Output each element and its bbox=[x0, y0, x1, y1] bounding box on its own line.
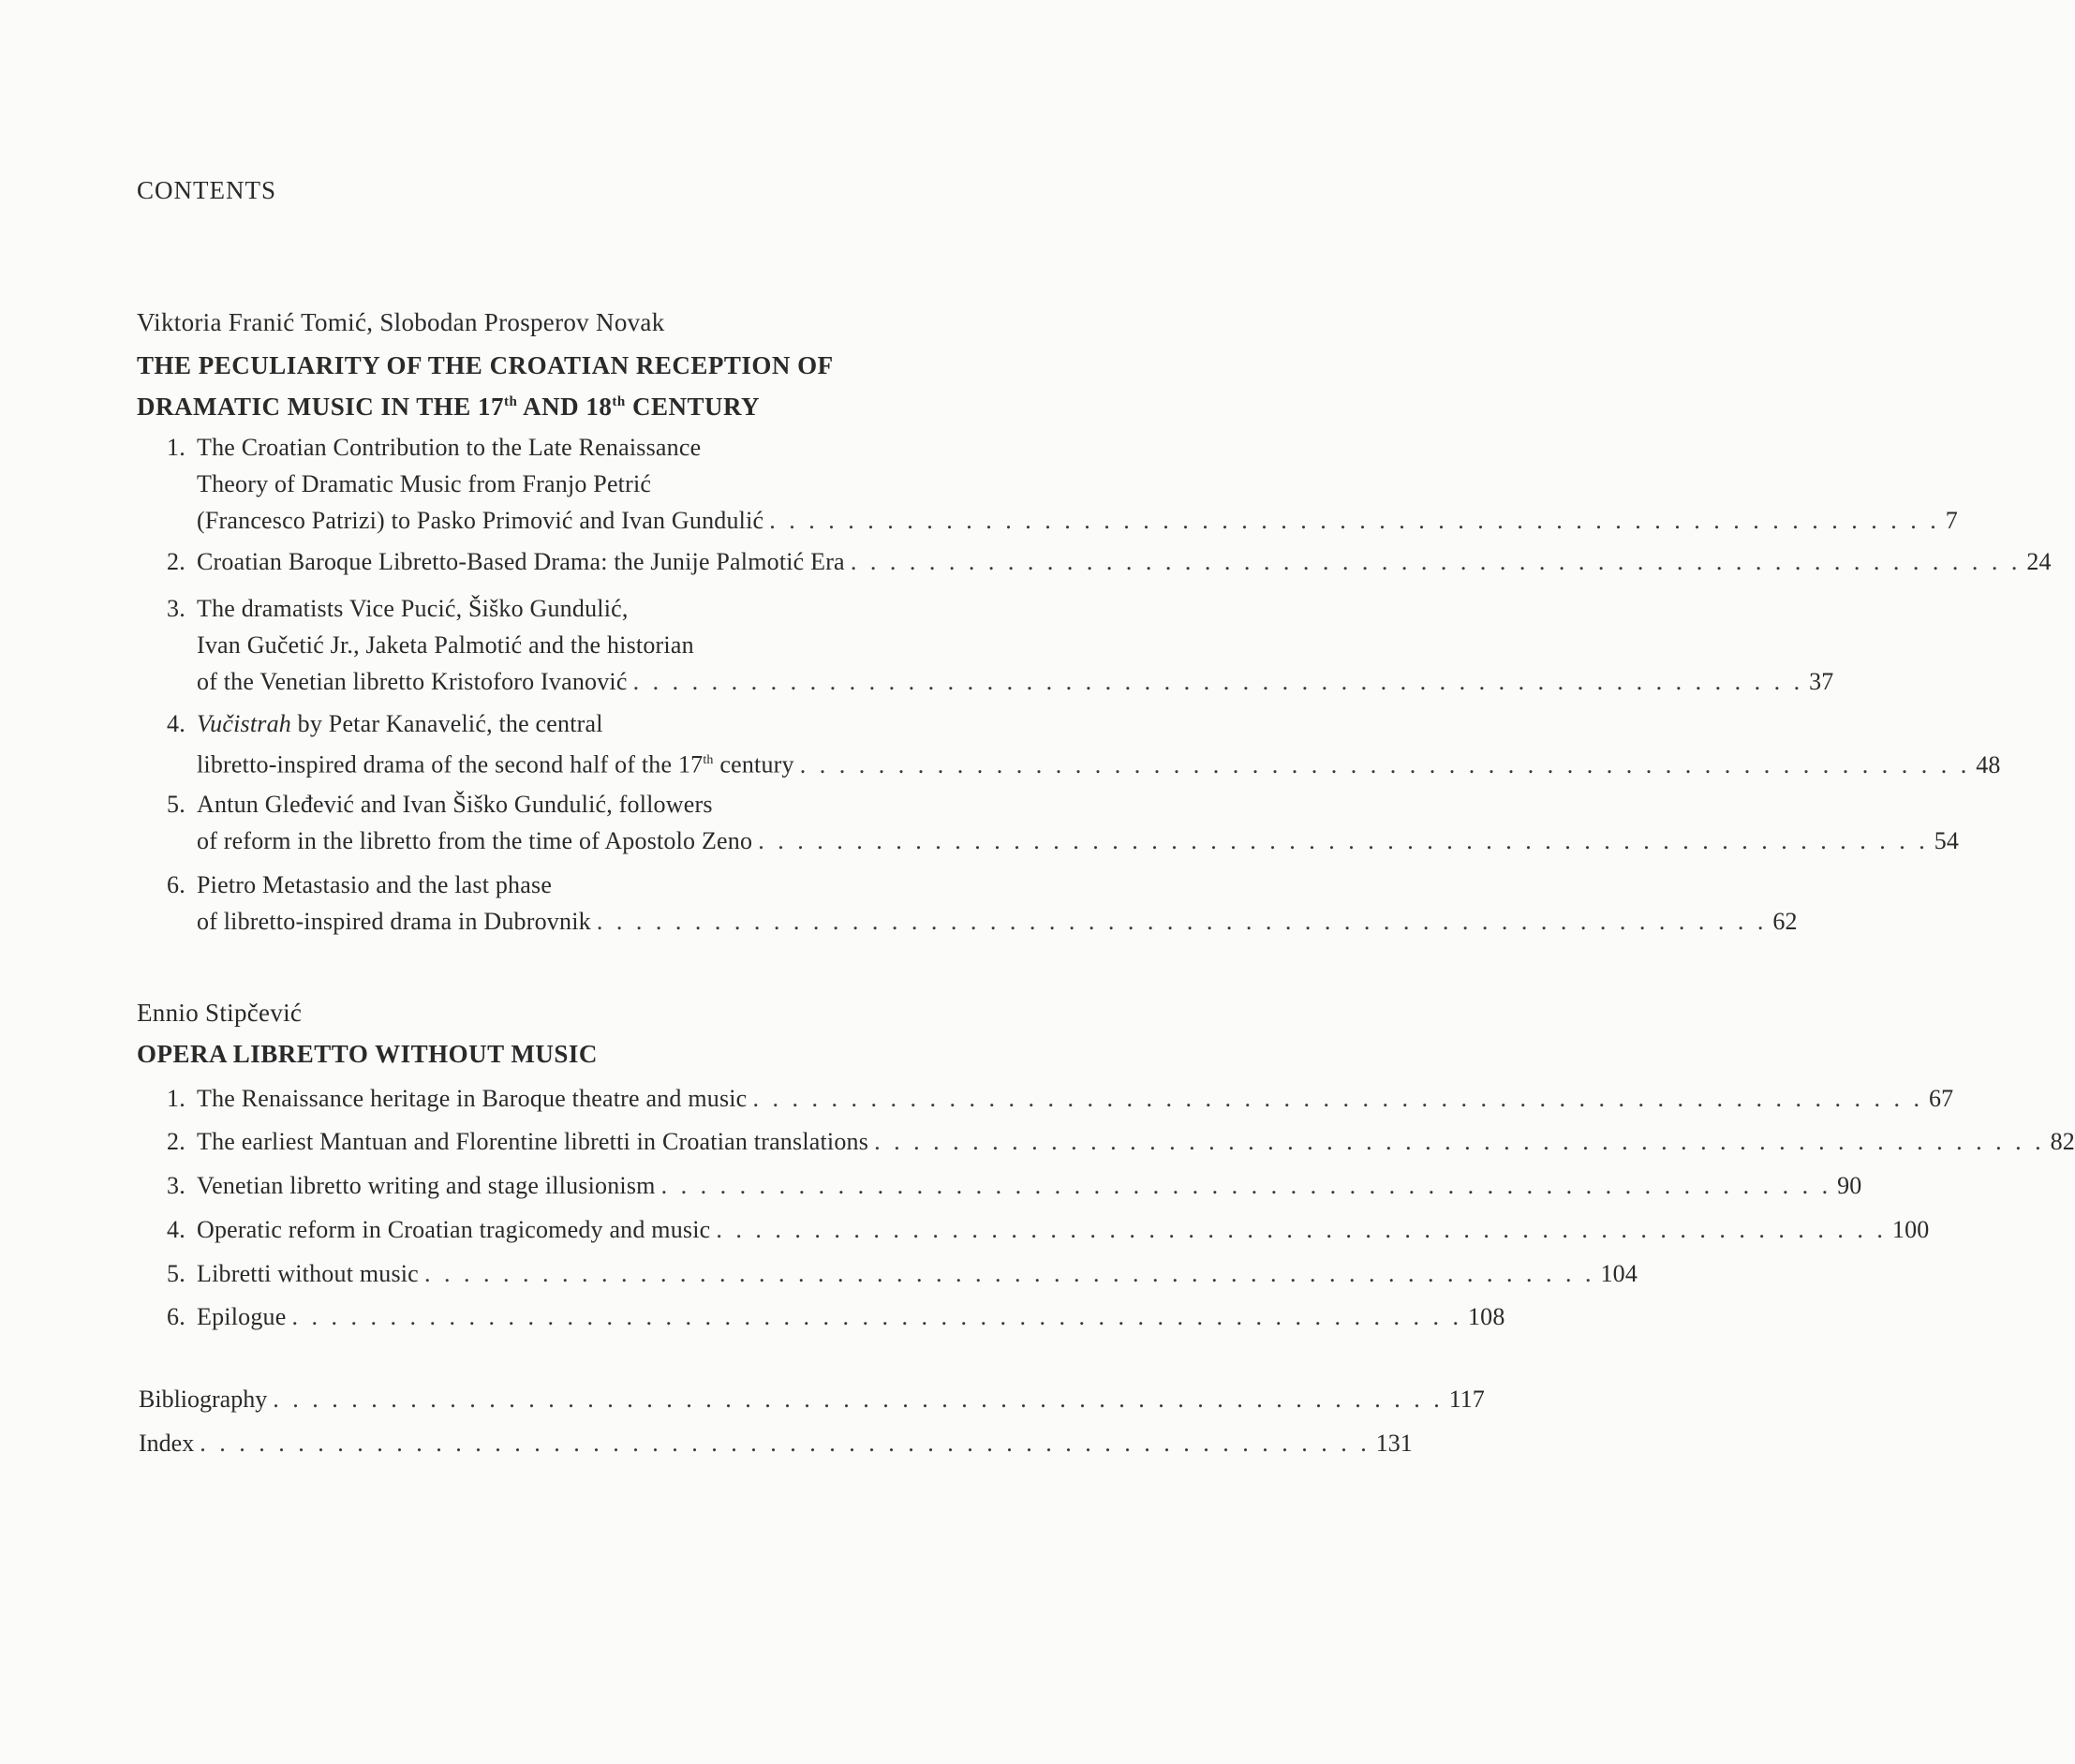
entry-title-line: Vučistrah by Petar Kanavelić, the central bbox=[197, 710, 603, 737]
dot-leader: . . . . . . . . . . . . . . . . . . . . . . . . . . . . . . . . . . . . . . . . . . . . . . . . . . . . . . . . . . . . bbox=[660, 1172, 1832, 1199]
entry-title-line: Bibliography bbox=[139, 1386, 268, 1413]
entry-title-line: Theory of Dramatic Music from Franjo Petrić bbox=[197, 470, 652, 497]
entry-page-number: 82 bbox=[2050, 1128, 2075, 1155]
toc-entry[interactable] bbox=[167, 1298, 1505, 1335]
entry-title-line: Pietro Metastasio and the last phase bbox=[197, 871, 553, 898]
dot-leader: . . . . . . . . . . . . . . . . . . . . . . . . . . . . . . . . . . . . . . . . . . . . . . . . . . . . . . . . . . . . bbox=[596, 908, 1768, 935]
part2-authors: Ennio Stipčević bbox=[137, 999, 303, 1027]
entry-page-number: 37 bbox=[1809, 668, 1834, 695]
entry-page-number: 24 bbox=[2026, 548, 2052, 575]
entry-number: 6. bbox=[167, 871, 185, 898]
part1-authors: Viktoria Franić Tomić, Slobodan Prosperov Novak bbox=[137, 308, 665, 336]
toc-entry[interactable] bbox=[167, 1255, 1638, 1292]
entry-title-line: The Renaissance heritage in Baroque theatre and music bbox=[197, 1085, 748, 1112]
toc-entry[interactable] bbox=[167, 429, 1958, 539]
toc-entry[interactable] bbox=[167, 867, 1798, 940]
entry-title-line: The dramatists Vice Pucić, Šiško Gundulić, bbox=[197, 595, 629, 622]
part1-title-line1: THE PECULIARITY OF THE CROATIAN RECEPTION OF bbox=[137, 351, 834, 379]
entry-page-number: 108 bbox=[1467, 1303, 1505, 1330]
entry-page-number: 62 bbox=[1772, 908, 1798, 935]
contents-heading: CONTENTS bbox=[137, 176, 276, 204]
entry-title-line: libretto-inspired drama of the second half of the 17th century bbox=[197, 750, 794, 778]
toc-entry[interactable] bbox=[167, 1080, 1954, 1117]
entry-page-number: 7 bbox=[1945, 507, 1958, 534]
entry-page-number: 117 bbox=[1448, 1386, 1485, 1413]
part1-title-line2: DRAMATIC MUSIC IN THE 17th AND 18th CENTURY bbox=[137, 393, 761, 421]
entry-page-number: 100 bbox=[1891, 1216, 1930, 1243]
part1-title bbox=[137, 348, 834, 425]
entry-page-number: 67 bbox=[1928, 1085, 1954, 1112]
dot-leader: . . . . . . . . . . . . . . . . . . . . . . . . . . . . . . . . . . . . . . . . . . . . . . . . . . . . . . . . . . . . bbox=[632, 668, 1804, 695]
dot-leader: . . . . . . . . . . . . . . . . . . . . . . . . . . . . . . . . . . . . . . . . . . . . . . . . . . . . . . . . . . . . bbox=[799, 750, 1971, 778]
dot-leader: . . . . . . . . . . . . . . . . . . . . . . . . . . . . . . . . . . . . . . . . . . . . . . . . . . . . . . . . . . . . bbox=[200, 1430, 1371, 1457]
dot-leader: . . . . . . . . . . . . . . . . . . . . . . . . . . . . . . . . . . . . . . . . . . . . . . . . . . . . . . . . . . . . bbox=[850, 548, 2022, 575]
entry-title-line: The Croatian Contribution to the Late Renaissance bbox=[197, 434, 702, 461]
entry-page-number: 104 bbox=[1600, 1260, 1638, 1287]
entry-number: 3. bbox=[167, 1172, 185, 1199]
entry-title-line: of reform in the libretto from the time of Apostolo Zeno bbox=[197, 827, 753, 854]
entry-title-line: Libretti without music bbox=[197, 1260, 419, 1287]
entry-number: 1. bbox=[167, 1085, 185, 1112]
entry-title-line: Venetian libretto writing and stage illusionism bbox=[197, 1172, 656, 1199]
entry-number: 1. bbox=[167, 434, 185, 461]
entry-number: 5. bbox=[167, 791, 185, 818]
toc-entry-index[interactable] bbox=[139, 1430, 1413, 1458]
toc-entry[interactable] bbox=[167, 590, 1834, 700]
entry-number: 4. bbox=[167, 710, 185, 737]
entry-title-line: The earliest Mantuan and Florentine libretti in Croatian translations bbox=[197, 1128, 869, 1155]
dot-leader: . . . . . . . . . . . . . . . . . . . . . . . . . . . . . . . . . . . . . . . . . . . . . . . . . . . . . . . . . . . . bbox=[769, 507, 1940, 534]
dot-leader: . . . . . . . . . . . . . . . . . . . . . . . . . . . . . . . . . . . . . . . . . . . . . . . . . . . . . . . . . . . . bbox=[716, 1216, 1887, 1243]
toc-entry[interactable] bbox=[167, 1211, 1930, 1248]
entry-title-line: Epilogue bbox=[197, 1303, 287, 1330]
entry-page-number: 54 bbox=[1934, 827, 1960, 854]
entry-title-line: of libretto-inspired drama in Dubrovnik bbox=[197, 908, 591, 935]
dot-leader: . . . . . . . . . . . . . . . . . . . . . . . . . . . . . . . . . . . . . . . . . . . . . . . . . . . . . . . . . . . . bbox=[291, 1303, 1462, 1330]
toc-entry[interactable] bbox=[167, 1123, 2075, 1160]
toc-entry[interactable] bbox=[167, 1167, 1862, 1204]
entry-title-line: Index bbox=[139, 1430, 195, 1457]
dot-leader: . . . . . . . . . . . . . . . . . . . . . . . . . . . . . . . . . . . . . . . . . . . . . . . . . . . . . . . . . . . . bbox=[758, 827, 1929, 854]
entry-number: 3. bbox=[167, 595, 185, 622]
entry-title-line: Ivan Gučetić Jr., Jaketa Palmotić and the historian bbox=[197, 631, 694, 659]
entry-number: 6. bbox=[167, 1303, 185, 1330]
entry-title-line: (Francesco Patrizi) to Pasko Primović and Ivan Gundulić bbox=[197, 507, 764, 534]
entry-number: 4. bbox=[167, 1216, 185, 1243]
toc-entry[interactable] bbox=[167, 543, 2052, 580]
entry-number: 2. bbox=[167, 548, 185, 575]
entry-page-number: 131 bbox=[1375, 1430, 1413, 1457]
dot-leader: . . . . . . . . . . . . . . . . . . . . . . . . . . . . . . . . . . . . . . . . . . . . . . . . . . . . . . . . . . . . bbox=[874, 1128, 2045, 1155]
entry-title-line: Croatian Baroque Libretto-Based Drama: the Junije Palmotić Era bbox=[197, 548, 845, 575]
entry-title-line: Antun Gleđević and Ivan Šiško Gundulić, followers bbox=[197, 791, 713, 818]
dot-leader: . . . . . . . . . . . . . . . . . . . . . . . . . . . . . . . . . . . . . . . . . . . . . . . . . . . . . . . . . . . . bbox=[752, 1085, 1923, 1112]
part2-title: OPERA LIBRETTO WITHOUT MUSIC bbox=[137, 1040, 598, 1068]
dot-leader: . . . . . . . . . . . . . . . . . . . . . . . . . . . . . . . . . . . . . . . . . . . . . . . . . . . . . . . . . . . . bbox=[423, 1260, 1595, 1287]
dot-leader: . . . . . . . . . . . . . . . . . . . . . . . . . . . . . . . . . . . . . . . . . . . . . . . . . . . . . . . . . . . . bbox=[273, 1386, 1444, 1413]
toc-entry-bibliography[interactable] bbox=[139, 1386, 1485, 1414]
toc-entry[interactable] bbox=[167, 786, 1960, 859]
entry-page-number: 90 bbox=[1837, 1172, 1862, 1199]
entry-number: 5. bbox=[167, 1260, 185, 1287]
entry-title-line: of the Venetian libretto Kristoforo Ivanović bbox=[197, 668, 628, 695]
toc-entry[interactable] bbox=[167, 705, 2001, 783]
entry-number: 2. bbox=[167, 1128, 185, 1155]
entry-page-number: 48 bbox=[1976, 750, 2001, 778]
entry-title-line: Operatic reform in Croatian tragicomedy and music bbox=[197, 1216, 711, 1243]
